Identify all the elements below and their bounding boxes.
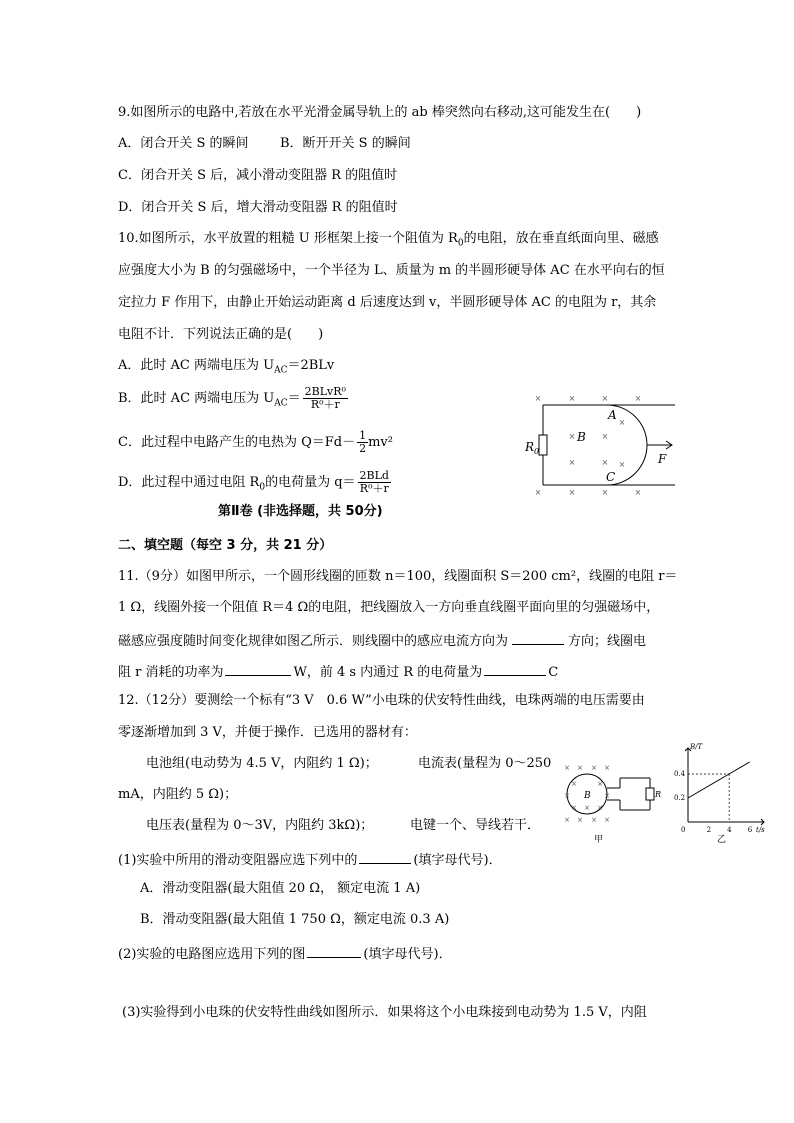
q11-blank-2[interactable]: [225, 661, 291, 676]
svg-text:×: ×: [577, 764, 583, 772]
q12-line-5a: 电压表(量程为 0～3V，内阻约 3kΩ)；: [146, 818, 374, 833]
bt-series-line: [688, 762, 750, 798]
svg-text:×: ×: [601, 432, 609, 441]
svg-text:×: ×: [584, 804, 590, 812]
q11-blank-3[interactable]: [484, 661, 546, 676]
q11-line-4: 阻 r 消耗的功率为 W，前 4 s 内通过 R 的电荷量为 C: [118, 661, 558, 682]
svg-text:×: ×: [591, 764, 597, 772]
q10-option-c: C．此过程中电路产生的电热为 Q＝Fd－ $\frac{1}{2}$ mv²: [118, 429, 393, 455]
figure-jia-coil: [562, 762, 670, 846]
svg-text:×: ×: [601, 458, 609, 467]
svg-text:×: ×: [634, 395, 642, 403]
section-2-title: 二、填空题（每空 3 分，共 21 分）: [118, 538, 333, 553]
q9-option-c: C．闭合开关 S 后，减小滑动变阻器 R 的阻值时: [118, 168, 398, 183]
svg-text:×: ×: [604, 792, 610, 800]
x-tick-6: 6: [747, 826, 753, 834]
svg-text:×: ×: [601, 395, 609, 403]
q12-sub-1-option-b: B．滑动变阻器(最大阻值 1 750 Ω，额定电流 0.3 A): [140, 912, 450, 927]
svg-text:×: ×: [591, 816, 597, 824]
y-tick-0-2: 0.2: [674, 794, 686, 802]
svg-text:×: ×: [601, 488, 609, 495]
magnetic-field-crosses: [535, 395, 642, 495]
svg-text:×: ×: [564, 764, 570, 772]
q9-option-b: B．断开开关 S 的瞬间: [280, 136, 411, 151]
q12-line-1: 12.（12分）要测绘一个标有“3 V 0.6 W”小电珠的伏安特性曲线，电珠两端的电压需要由: [118, 693, 645, 708]
svg-text:×: ×: [604, 816, 610, 824]
x-tick-0: 0: [681, 826, 686, 834]
svg-text:×: ×: [568, 458, 576, 467]
label-c: C: [606, 470, 616, 484]
q12-sub-3: (3)实验得到小电珠的伏安特性曲线如图所示．如果将这个小电珠接到电动势为 1.5 V，内阻: [122, 1005, 647, 1020]
q10-line-1: 10.如图所示，水平放置的粗糙 U 形框架上接一个阻值为 $R_0$的电阻，放在垂直纸面向里、磁感: [118, 231, 659, 249]
svg-text:×: ×: [568, 432, 576, 441]
q10-option-b: B．此时 AC 两端电压为 $U_{AC}=$ $\frac{\text{2BLvR⁰}}{\text{R⁰＋r}}$: [118, 385, 346, 411]
q12-blank-2[interactable]: [307, 943, 361, 958]
svg-text:×: ×: [564, 816, 570, 824]
svg-text:×: ×: [634, 488, 642, 495]
coil-label-r: R: [655, 790, 662, 799]
q10-option-d: D．此过程中通过电阻 $R_0$的电荷量为 q＝ $\frac{\text{2BLd}}{\text{R⁰＋r}}$: [118, 469, 389, 495]
svg-text:×: ×: [534, 395, 542, 403]
svg-text:×: ×: [568, 395, 576, 403]
figure-u-frame: [520, 395, 680, 495]
q9-option-d: D．闭合开关 S 后，增大滑动变阻器 R 的阻值时: [118, 200, 398, 215]
q10-option-a: A．此时 AC 两端电压为 $U_{AC}=2BLv$: [118, 358, 335, 376]
figure-jia-label: 甲: [594, 835, 604, 845]
x-tick-2: 2: [706, 826, 712, 834]
figure-yi-bt-graph: [672, 742, 772, 844]
q11-line-1: 11.（9分）如图甲所示，一个圆形线圈的匝数 n＝100，线圈面积 S＝200 cm²，线圈的电阻 r＝: [118, 569, 678, 584]
q10-line-3: 定拉力 F 作用下，由静止开始运动距离 d 后速度达到 v，半圆形硬导体 AC 的电阻为 r，其余: [118, 295, 657, 310]
svg-text:×: ×: [618, 418, 626, 427]
q12-sub-1: (1)实验中所用的滑动变阻器应选下列中的 (填字母代号)．: [118, 849, 502, 870]
q12-sub-1-option-a: A．滑动变阻器(最大阻值 20 Ω， 额定电流 1 A): [140, 881, 421, 896]
svg-text:×: ×: [577, 816, 583, 824]
q11-line-3: 磁感应强度随时间变化规律如图乙所示．则线圈中的感应电流方向为 方向；线圈电: [118, 630, 646, 651]
part-ii-title: 第Ⅱ卷 (非选择题，共 50分): [218, 504, 383, 519]
svg-text:×: ×: [618, 460, 626, 469]
figure-yi-label: 乙: [717, 835, 727, 844]
label-r0: $R_0$: [525, 440, 540, 456]
svg-text:×: ×: [564, 792, 570, 800]
x-axis-label: t/s: [756, 826, 765, 834]
q11-line-2: 1 Ω，线圈外接一个阻值 R＝4 Ω的电阻，把线圈放入一方向垂直线圈平面向里的匀强磁场中，: [118, 600, 660, 615]
y-axis-label: B/T: [690, 743, 703, 751]
q12-blank-1[interactable]: [359, 849, 411, 864]
q10-line-4: 电阻不计．下列说法正确的是( ): [118, 327, 324, 342]
label-f: F: [658, 452, 667, 466]
x-tick-4: 4: [727, 826, 732, 834]
svg-text:×: ×: [534, 488, 542, 495]
q12-line-3b: 电流表(量程为 0～250: [418, 756, 552, 771]
svg-text:×: ×: [568, 488, 576, 495]
svg-text:×: ×: [604, 764, 610, 772]
svg-text:×: ×: [597, 804, 603, 812]
q10-line-2: 应强度大小为 B 的匀强磁场中，一个半径为 L、质量为 m 的半圆形硬导体 AC 在水平向右的恒: [118, 263, 665, 278]
q12-line-3a: 电池组(电动势为 4.5 V，内阻约 1 Ω)；: [146, 756, 378, 771]
q12-sub-2: (2)实验的电路图应选用下列的图 (填字母代号)．: [118, 943, 452, 964]
svg-text:×: ×: [571, 804, 577, 812]
q12-line-2: 零逐渐增加到 3 V，并便于操作．已选用的器材有：: [118, 725, 417, 740]
q12-line-4: mA，内阻约 5 Ω)；: [118, 787, 238, 802]
y-tick-0-4: 0.4: [674, 770, 686, 778]
coil-label-b: B: [584, 791, 591, 801]
q9-stem: 9.如图所示的电路中,若放在水平光滑金属导轨上的 ab 棒突然向右移动,这可能发生在( ): [118, 105, 642, 120]
svg-text:×: ×: [571, 780, 577, 788]
q11-blank-1[interactable]: [512, 630, 564, 645]
q9-option-a: A．闭合开关 S 的瞬间: [118, 136, 249, 151]
q12-line-5b: 电键一个、导线若干．: [410, 818, 541, 833]
label-b: B: [577, 430, 586, 444]
svg-text:×: ×: [597, 780, 603, 788]
label-a: A: [608, 408, 617, 422]
